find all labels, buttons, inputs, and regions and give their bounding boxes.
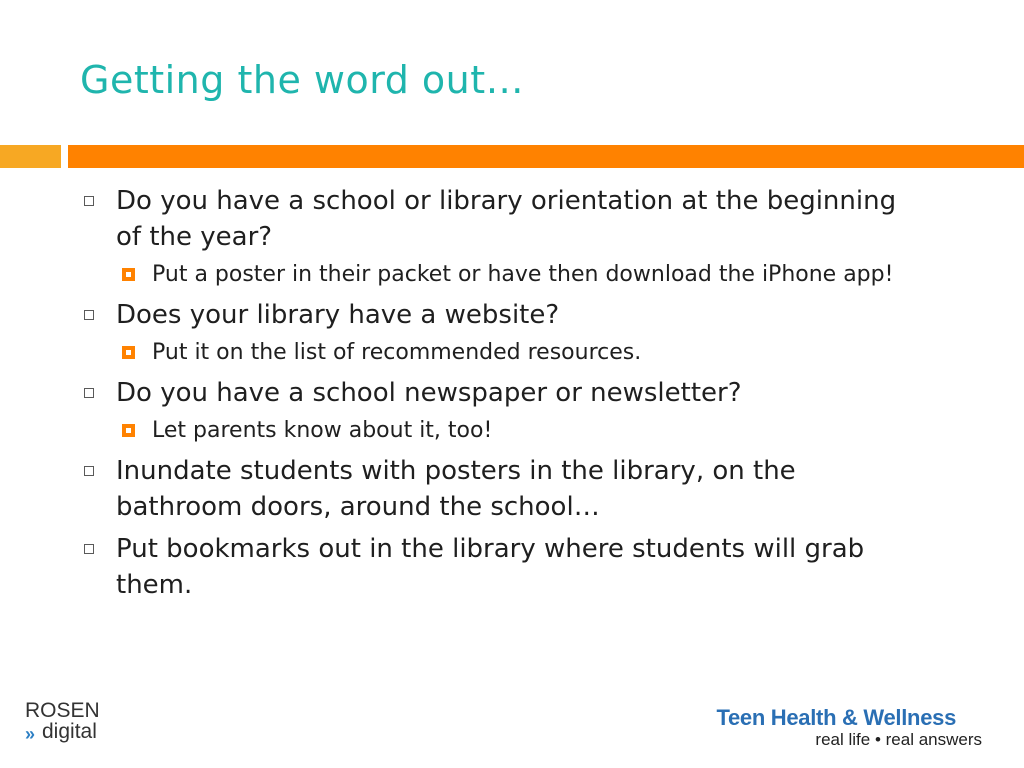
bullet-item (80, 375, 920, 447)
sub-bullet-text: Let parents know about it, too! (152, 418, 493, 443)
sub-bullet-item (116, 415, 920, 447)
orange-square-bullet-icon (122, 424, 135, 437)
sub-bullet-text: Put a poster in their packet or have then download the iPhone app! (152, 262, 894, 287)
accent-bar-left (0, 145, 61, 168)
bullet-text: Inundate students with posters in the library, on the bathroom doors, around the school… (116, 456, 796, 522)
orange-square-bullet-icon (122, 268, 135, 281)
sub-bullet-text: Put it on the list of recommended resources. (152, 340, 642, 365)
bullet-text: Put bookmarks out in the library where students will grab them. (116, 534, 865, 600)
hollow-square-bullet-icon (84, 388, 94, 398)
brand-name: Teen Health & Wellness (716, 705, 956, 730)
hollow-square-bullet-icon (84, 466, 94, 476)
rosen-digital-logo (25, 700, 135, 750)
bullet-item (80, 453, 920, 525)
bullet-text: Do you have a school or library orientation at the beginning of the year? (116, 186, 897, 252)
slide-title: Getting the word out… (80, 58, 525, 102)
bullet-text: Does your library have a website? (116, 300, 560, 330)
accent-bar-right (68, 145, 1024, 168)
sub-bullet-item (116, 259, 920, 291)
teen-health-wellness-logo (682, 706, 982, 752)
sub-bullet-list (116, 415, 920, 447)
orange-square-bullet-icon (122, 346, 135, 359)
bullet-item (80, 183, 920, 291)
digital-logo-word: digital (42, 720, 97, 743)
bullet-item (80, 531, 920, 603)
bullet-text: Do you have a school newspaper or newsletter? (116, 378, 742, 408)
bullet-list (80, 183, 920, 609)
sub-bullet-item (116, 337, 920, 369)
hollow-square-bullet-icon (84, 544, 94, 554)
sub-bullet-list (116, 259, 920, 291)
sub-bullet-list (116, 337, 920, 369)
hollow-square-bullet-icon (84, 196, 94, 206)
chevron-right-icon: » (25, 724, 36, 744)
hollow-square-bullet-icon (84, 310, 94, 320)
brand-tagline: real life • real answers (815, 730, 982, 749)
rosen-logo-word: ROSEN (25, 699, 100, 722)
bullet-item (80, 297, 920, 369)
